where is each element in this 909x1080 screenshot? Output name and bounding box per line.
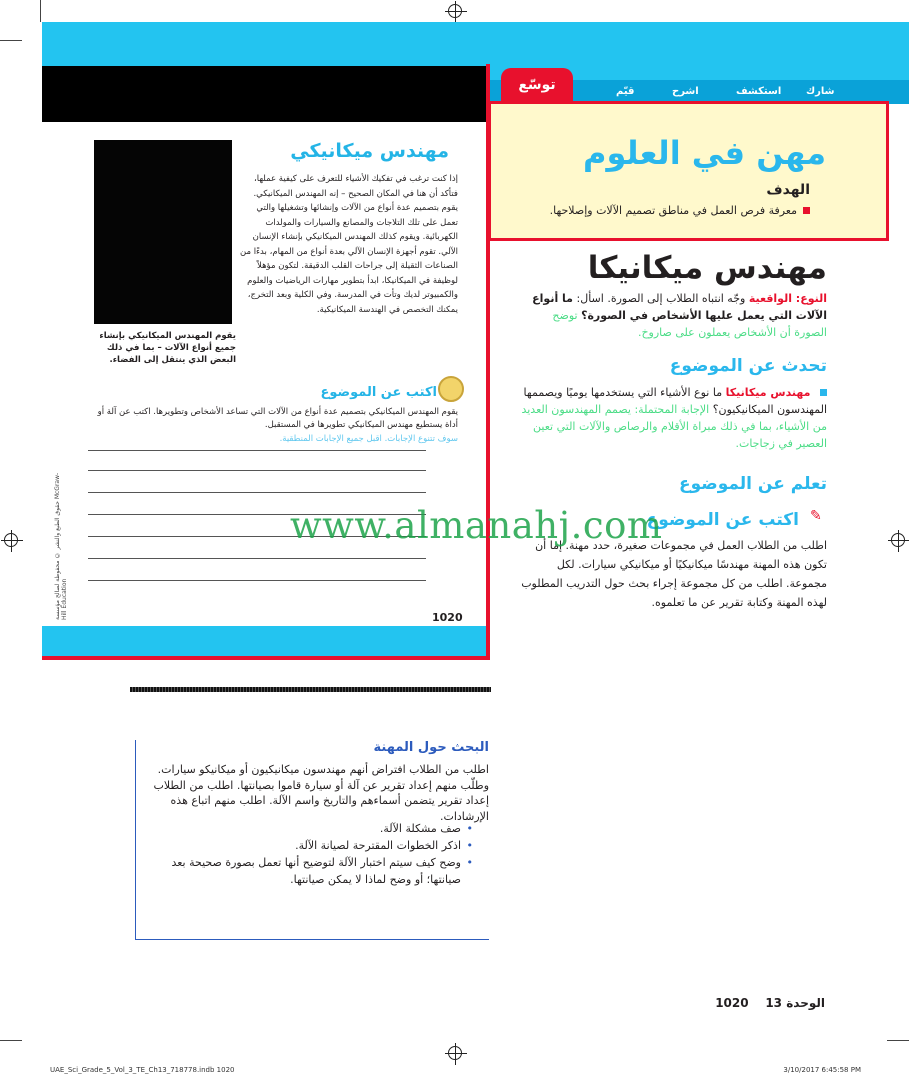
watermark: www.almanahj.com <box>290 504 663 547</box>
engineer-photo <box>94 140 232 324</box>
crop-mark <box>0 1040 22 1041</box>
lesson-tabs <box>500 66 909 104</box>
list-item: • اذكر الخطوات المقترحة لصيانة الآلة. <box>135 837 473 854</box>
student-page-number: 1020 <box>432 611 463 624</box>
student-write-body: يقوم المهندس الميكانيكي بتصميم عدة أنواع من الآلات التي تساعد الأشخاص وتطويرها. اكتب عن آلة أو أداة يستطيع مهندس الميكانيكي تطويرها في المستقبل. <box>97 407 458 430</box>
pencil-icon: ✎ <box>810 508 822 524</box>
writing-line <box>88 580 426 581</box>
talk-body <box>521 384 827 452</box>
tab-explore[interactable]: استكشف <box>736 86 782 97</box>
teach-heading: تعلم عن الموضوع <box>679 474 827 494</box>
bullet-square-icon <box>803 207 810 214</box>
photo-caption: يقوم المهندس الميكانيكي بإنشاء جميع أنواع الآلات – بما في ذلك البعض الذي ينتقل إلى الفضاء. <box>99 331 236 365</box>
registration-mark-top <box>448 4 462 18</box>
student-page-footer-band <box>42 626 486 656</box>
talk-text: ما نوع الأشياء التي يستخدمها يوميًا ويصممها المهندسون الميكانيكيون؟ <box>523 386 827 416</box>
answer-hint: سوف تتنوع الإجابات. اقبل جميع الإجابات المنطقية. <box>279 434 458 444</box>
crop-mark <box>0 40 22 41</box>
talk-heading: تحدث عن الموضوع <box>669 356 827 376</box>
goal-heading: الهدف <box>766 182 810 198</box>
print-timestamp: 3/10/2017 6:45:58 PM <box>783 1066 861 1074</box>
talk-lead: مهندس ميكانيكا <box>725 386 811 399</box>
student-page-title: مهندس ميكانيكي <box>290 140 449 162</box>
teacher-section-title: مهندس ميكانيكا <box>587 250 827 286</box>
genre-label: النوع: الواقعية <box>748 292 827 305</box>
footer-page: 1020 <box>715 996 749 1010</box>
student-write-heading: اكتب عن الموضوع <box>320 385 437 400</box>
registration-mark-right <box>891 533 905 547</box>
research-box <box>135 740 489 940</box>
tab-explain[interactable]: اشرح <box>672 86 699 97</box>
objective-panel <box>488 101 889 241</box>
panel-title: مهن في العلوم <box>583 134 826 172</box>
genre-text: وجّه انتباه الطلاب إلى الصورة. اسأل: <box>576 292 746 305</box>
genre-question: ما أنواع الآلات التي يعمل عليها الأشخاص في الصورة؟ <box>532 292 827 322</box>
research-body: اطلب من الطلاب افتراض أنهم مهندسون ميكانيكيون أو ميكانيكو سيارات. وطلّب منهم إعداد تقرير عن آلة أو سيارة قاموا بصيانتها. اطلب من الطلاب إعداد تقرير يتضمن أسماءهم والتاريخ واسم الآلة. اطلب منهم اتباع هذه الإرشادات. <box>153 763 489 823</box>
crop-mark <box>40 0 41 22</box>
writing-line <box>88 492 426 493</box>
divider-rule <box>130 687 491 692</box>
footer-page-number <box>715 996 825 1010</box>
tab-engage[interactable]: شارك <box>806 86 835 97</box>
print-slug: UAE_Sci_Grade_5_Vol_3_TE_Ch13_718778.indb 1020 <box>50 1066 235 1074</box>
writing-line <box>88 450 426 451</box>
goal-text: معرفة فرص العمل في مناطق تصميم الآلات وإصلاحها. <box>550 204 810 217</box>
teacher-write-heading: اكتب عن الموضوع <box>646 510 799 530</box>
teacher-write-body: اطلب من الطلاب العمل في مجموعات صغيرة، حدد مهنة. إما أن تكون هذه المهنة مهندسًا ميكانيكيًا أو ميكانيكي سيارات. لكل مجموعة. اطلب من كل مجموعة إجراء بحث حول التدريب المطلوب لهذه المهنة وكتابة تقرير عن ما تعلموه. <box>521 539 827 609</box>
registration-mark-left <box>4 533 18 547</box>
registration-mark-bottom <box>448 1046 462 1060</box>
copyright-credit: حقوق الطبع والنشر © محفوظة لصالح مؤسسة McGraw-Hill Education <box>54 472 68 620</box>
writing-line <box>88 470 426 471</box>
student-page-body: إذا كنت ترغب في تفكيك الأشياء للتعرف على كيفية عملها، فتأكد أن هنا في المكان الصحيح – إنه المهندس الميكانيكي. يقوم بتصميم عدة أنواع من الآلات وإنشائها وتشغيلها والتي تعمل على تلك التلاجات والمصانع والسيارات والمولدات الكهربائية. ويقوم كذلك المهندس الميكانيكي بإنشاء الإنسان الآلي. تقوم أجهزة الإنسان الآلي بعدة أنواع من المهام، بدءًا من الصناعات الثقيلة إلى جراحات القلب الدقيقة. لتكون مؤهلاً لوظيفة في الميكانيكا، ابدأ بتطوير مهارات الرياضيات والعلوم والكمبيوتر لديك وتأت في المدرسة. وفي الكلية وبعد التخرج، يمكنك التخصص في الهندسة الميكانيكية. <box>239 174 458 315</box>
research-list <box>135 820 473 888</box>
genre-answer: توضح الصورة أن الأشخاص يعملون على صاروخ. <box>552 309 827 339</box>
genre-note <box>521 290 827 341</box>
talk-answer: الإجابة المحتملة: يصمم المهندسون العديد من الأشياء، بما في ذلك مبراة الأقلام والرصاص والآلات التي تعين العصير في زجاجات. <box>521 403 827 450</box>
footer-unit: الوحدة 13 <box>765 996 825 1010</box>
research-title: البحث حول المهنة <box>373 740 489 755</box>
list-item: • صف مشكلة الآلة. <box>135 820 473 837</box>
pencil-icon <box>438 376 464 402</box>
crop-mark <box>887 1040 909 1041</box>
bullet-square-icon <box>820 389 827 396</box>
list-item: • وضح كيف سيتم اختبار الآلة لتوضيح أنها تعمل بصورة صحيحة بعد صيانتها؛ أو وضح لماذا لا يمكن صيانتها. <box>135 854 473 888</box>
tab-evaluate[interactable]: قيّم <box>616 86 635 97</box>
writing-line <box>88 558 426 559</box>
tab-extend[interactable]: توسّع <box>501 68 573 102</box>
